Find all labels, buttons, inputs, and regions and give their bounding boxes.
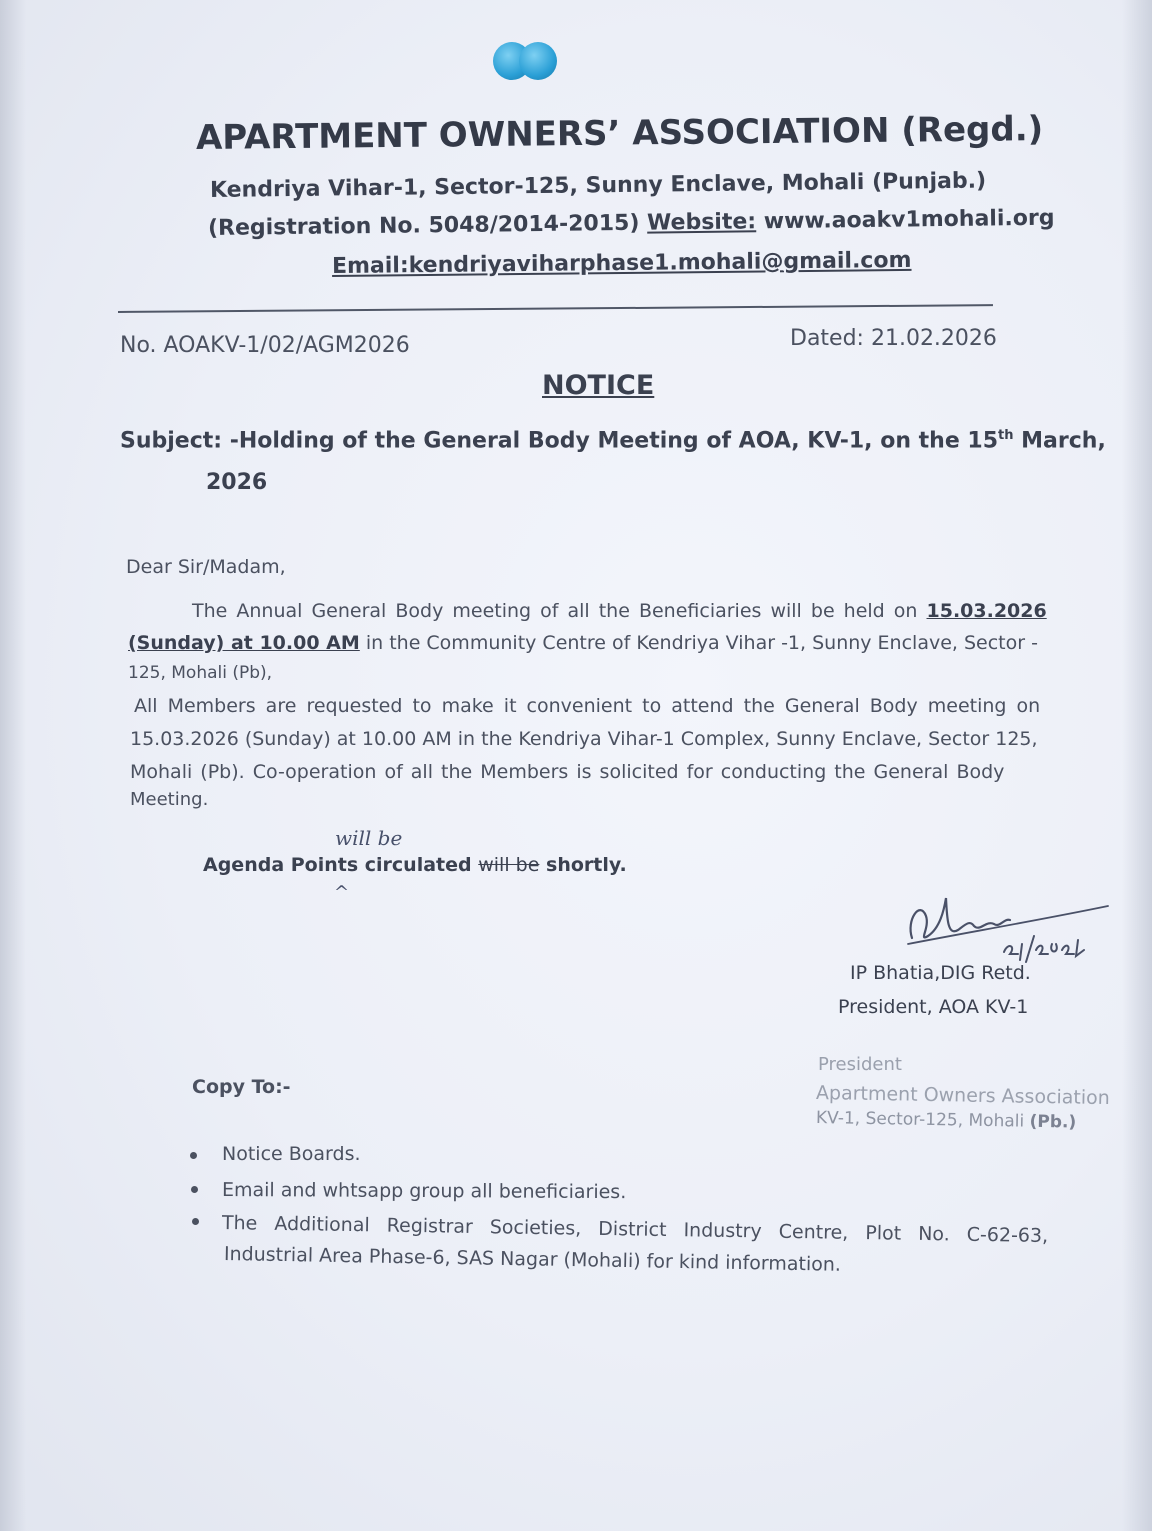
notice-date: Dated: 21.02.2026 <box>790 326 997 351</box>
org-address: Kendriya Vihar-1, Sector-125, Sunny Enclave, Mohali (Punjab.) <box>209 168 987 203</box>
p1-venue: in the Community Centre of Kendriya Vihar -1, Sunny Enclave, Sector - <box>359 632 1038 654</box>
meeting-day-time: (Sunday) at 10.00 AM <box>128 632 360 654</box>
copy-to-item: Notice Boards. <box>222 1143 361 1165</box>
subject-text: Subject: -Holding of the General Body Meeting of AOA, KV-1, on the 15 <box>120 428 999 454</box>
subject-superscript: th <box>998 428 1014 443</box>
subject-line <box>120 428 1106 453</box>
pushpin-icon <box>493 40 559 84</box>
notice-heading: NOTICE <box>542 370 655 401</box>
paragraph2-line2: 15.03.2026 (Sunday) at 10.00 AM in the Kendriya Vihar-1 Complex, Sunny Enclave, Sector 125, <box>130 728 1038 750</box>
copy-to-item-continued: Industrial Area Phase-6, SAS Nagar (Mohali) for kind information. <box>223 1243 842 1276</box>
handwritten-caret: ^ <box>334 882 350 903</box>
copy-to-label: Copy To:- <box>192 1076 291 1098</box>
stamp-state: (Pb.) <box>1029 1111 1077 1133</box>
paragraph1-line3: 125, Mohali (Pb), <box>128 663 273 683</box>
copy-to-item: Email and whtsapp group all beneficiaries. <box>221 1179 627 1204</box>
agenda-line <box>203 854 627 876</box>
stamp-location: KV-1, Sector-125, Mohali <box>815 1108 1030 1132</box>
agenda-prefix: Agenda Points circulated <box>203 854 479 876</box>
bullet-icon <box>190 1152 197 1159</box>
website-label: Website: <box>646 209 757 236</box>
subject-year: 2026 <box>206 470 268 495</box>
paragraph2-line1: All Members are requested to make it convenient to attend the General Body meeting on <box>134 695 1041 717</box>
salutation: Dear Sir/Madam, <box>126 556 286 578</box>
bullet-icon <box>192 1218 199 1225</box>
meeting-date: 15.03.2026 <box>926 600 1047 622</box>
paragraph1-line2 <box>128 632 1038 654</box>
stamp-line1: President <box>818 1054 902 1075</box>
signatory-name: IP Bhatia,DIG Retd. <box>850 962 1031 984</box>
registration-number: (Registration No. 5048/2014-2015) <box>207 210 640 241</box>
email-address: Email:kendriyaviharphase1.mohali@gmail.com <box>331 247 912 279</box>
reference-number: No. AOAKV-1/02/AGM2026 <box>120 333 410 358</box>
paragraph1-line1 <box>192 600 1047 622</box>
copy-to-item: The Additional Registrar Societies, District Industry Centre, Plot No. C-62-63, <box>221 1212 1049 1247</box>
bullet-icon <box>191 1186 198 1193</box>
signatory-role: President, AOA KV-1 <box>838 996 1029 1018</box>
paper-edge-shadow-right <box>1122 0 1152 1531</box>
subject-month: March, <box>1013 428 1106 454</box>
agenda-struck-text: will be <box>478 854 540 876</box>
org-name: APARTMENT OWNERS’ ASSOCIATION (Regd.) <box>195 109 1044 158</box>
paragraph2-line4: Meeting. <box>130 789 209 810</box>
agenda-suffix: shortly. <box>539 854 627 876</box>
stamp-line2: Apartment Owners Association <box>815 1082 1111 1110</box>
handwritten-insert: will be <box>335 826 403 850</box>
paper-edge-shadow-left <box>0 0 26 1531</box>
p1-text: The Annual General Body meeting of all the Beneficiaries will be held on <box>192 600 927 622</box>
website-url: www.aoakv1mohali.org <box>763 205 1055 235</box>
paragraph2-line3: Mohali (Pb). Co-operation of all the Members is solicited for conducting the General Body <box>130 761 1005 783</box>
